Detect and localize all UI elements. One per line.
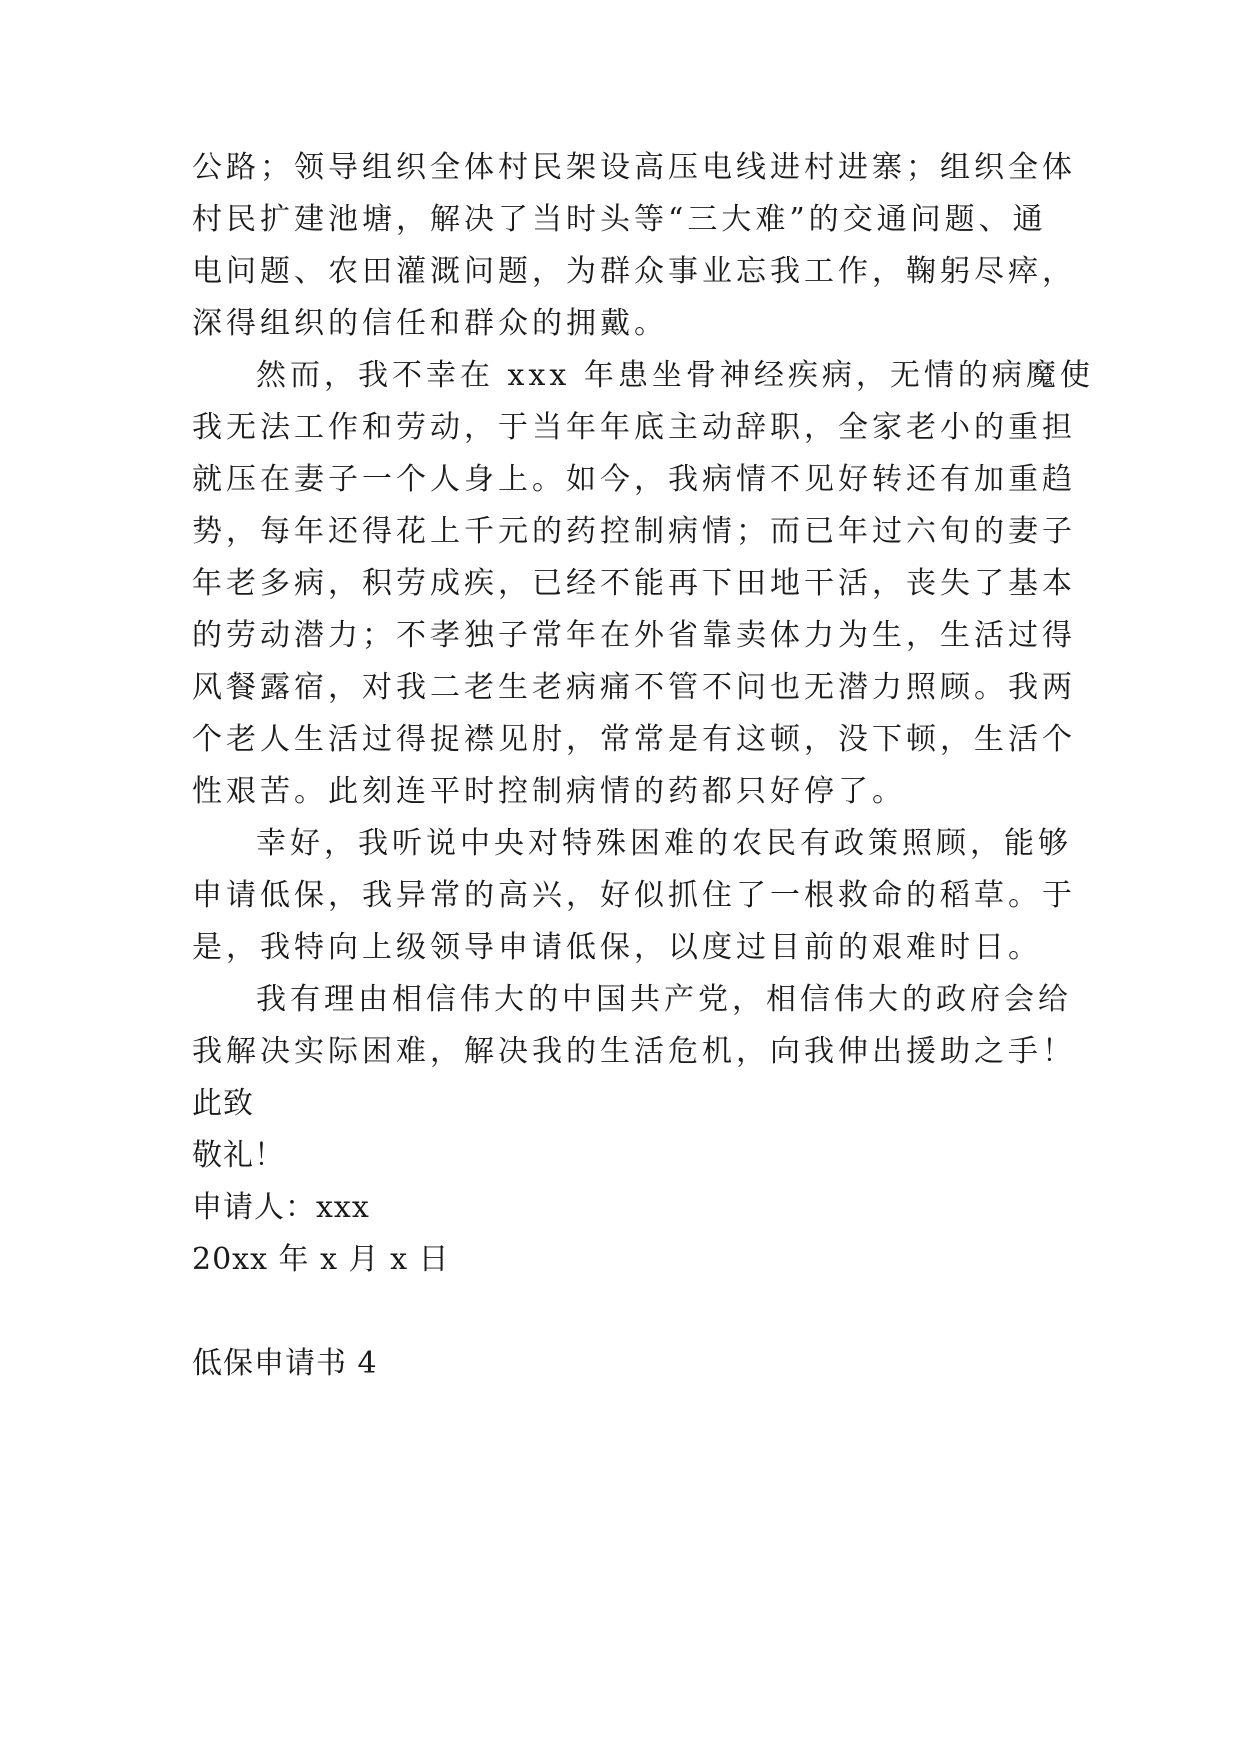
paragraph-line: 我有理由相信伟大的中国共产党，相信伟大的政府会给 — [256, 982, 1072, 1017]
paragraph-line: 就压在妻子一个人身上。如今，我病情不见好转还有加重趋 — [192, 462, 1076, 497]
paragraph-line: 电问题、农田灌溉问题，为群众事业忘我工作，鞠躬尽瘁， — [192, 254, 1076, 289]
paragraph-line: 公路；领导组织全体村民架设高压电线进村进寨；组织全体 — [192, 150, 1076, 185]
paragraph-line: 我解决实际困难，解决我的生活危机，向我伸出援助之手！ — [192, 1034, 1076, 1069]
paragraph-line: 村民扩建池塘，解决了当时头等“三大难”的交通问题、通 — [192, 202, 1047, 237]
paragraph-line: 然而，我不幸在 xxx 年患坐骨神经疾病，无情的病魔使 — [256, 358, 1094, 393]
section-heading: 低保申请书 4 — [192, 1346, 378, 1381]
paragraph-line: 幸好，我听说中央对特殊困难的农民有政策照顾，能够 — [256, 826, 1072, 861]
paragraph-line: 的劳动潜力；不孝独子常年在外省靠卖体力为生，生活过得 — [192, 618, 1076, 653]
paragraph-line: 性艰苦。此刻连平时控制病情的药都只好停了。 — [192, 774, 906, 809]
paragraph-line: 年老多病，积劳成疾，已经不能再下田地干活，丧失了基本 — [192, 566, 1076, 601]
paragraph-line: 是，我特向上级领导申请低保，以度过目前的艰难时日。 — [192, 930, 1042, 965]
closing-salutation: 此致 — [192, 1086, 254, 1121]
paragraph-line: 深得组织的信任和群众的拥戴。 — [192, 306, 668, 341]
applicant-signature: 申请人：xxx — [192, 1190, 370, 1225]
paragraph-line: 风餐露宿，对我二老生老病痛不管不问也无潜力照顾。我两 — [192, 670, 1076, 705]
paragraph-line: 申请低保，我异常的高兴，好似抓住了一根救命的稻草。于 — [192, 878, 1076, 913]
letter-date: 20xx 年 x 月 x 日 — [192, 1242, 450, 1277]
closing-regards: 敬礼！ — [192, 1138, 285, 1173]
paragraph-line: 势，每年还得花上千元的药控制病情；而已年过六旬的妻子 — [192, 514, 1076, 549]
paragraph-line: 我无法工作和劳动，于当年年底主动辞职，全家老小的重担 — [192, 410, 1076, 445]
paragraph-line: 个老人生活过得捉襟见肘，常常是有这顿，没下顿，生活个 — [192, 722, 1076, 757]
